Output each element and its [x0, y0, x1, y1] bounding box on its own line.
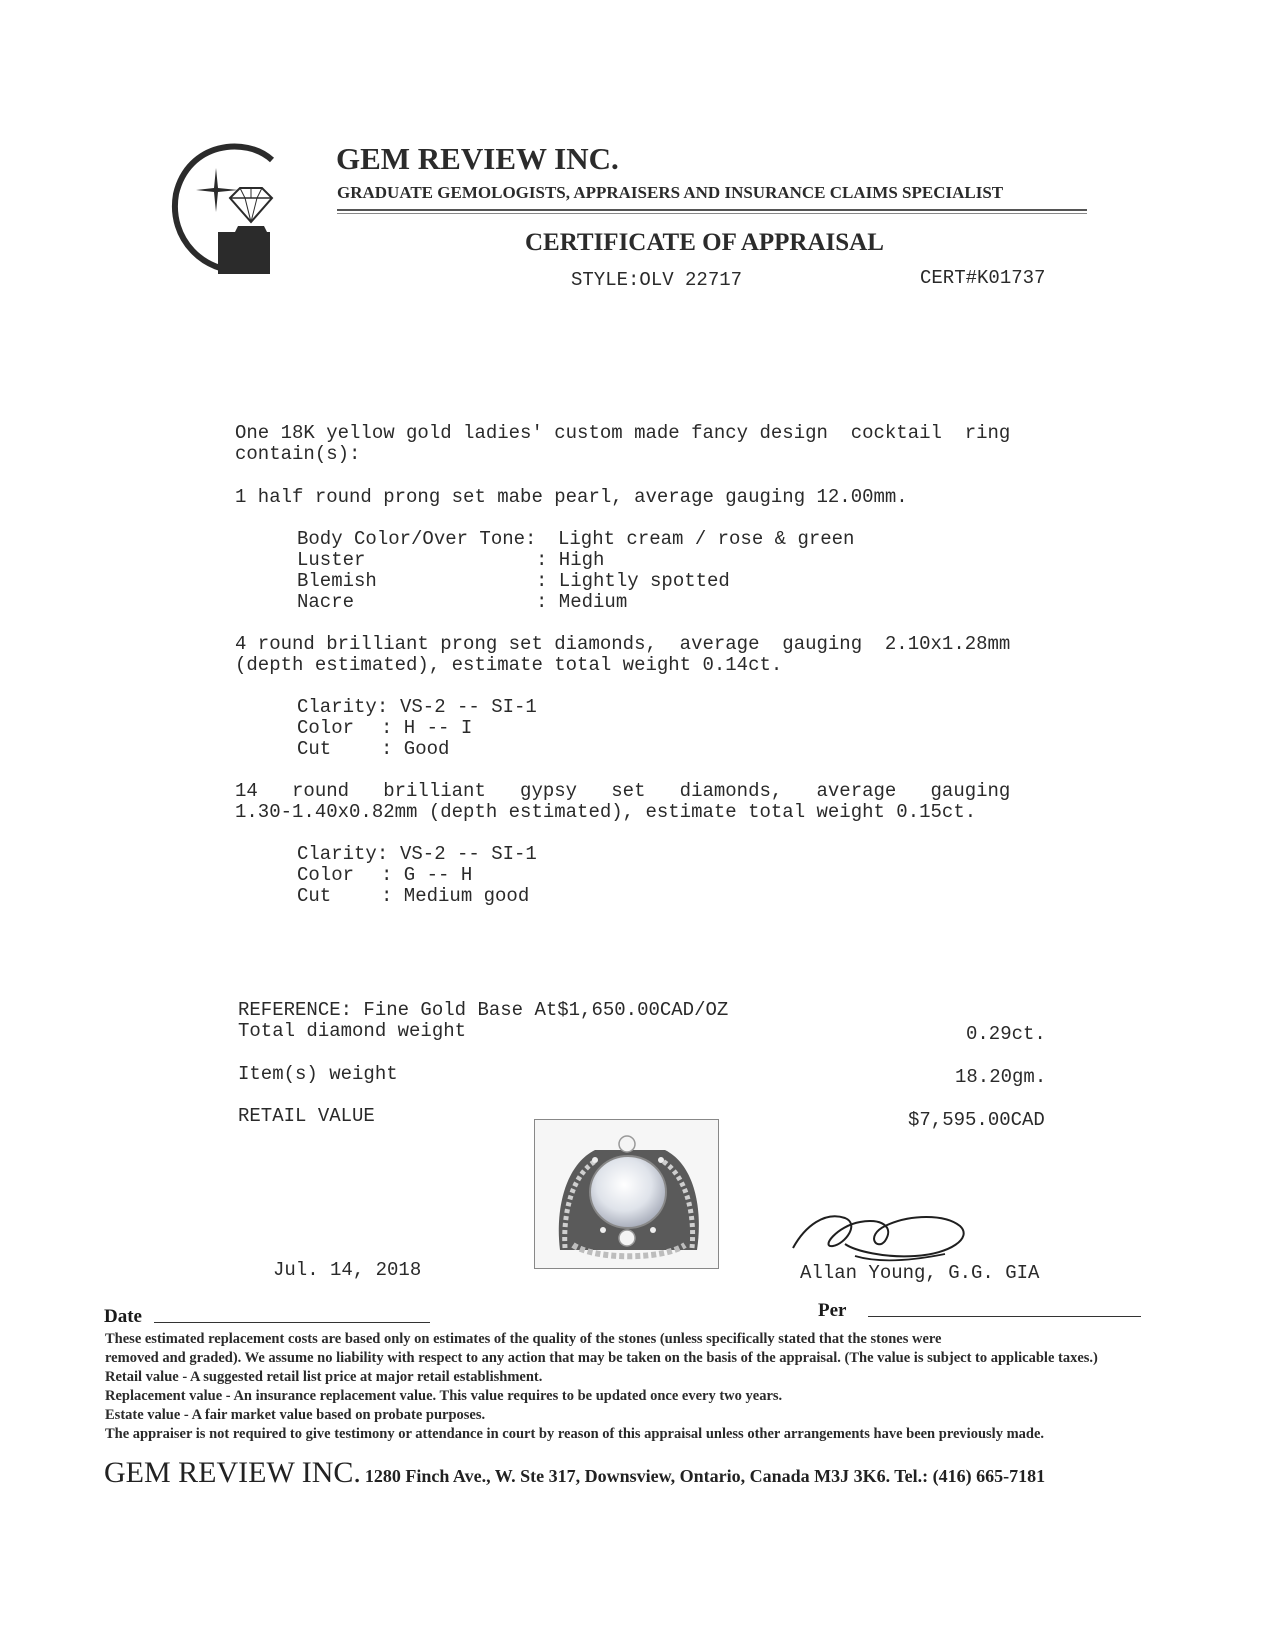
ring-photo — [534, 1119, 719, 1269]
per-label: Per — [818, 1300, 847, 1321]
certificate-number: CERT#K01737 — [920, 267, 1046, 289]
footer-company-name: GEM REVIEW INC. — [104, 1456, 361, 1489]
diamonds-1-line-2: (depth estimated), estimate total weight 0.14ct. — [235, 654, 783, 676]
diamonds-1-line-1: 4 round brilliant prong set diamonds, average gauging 2.10x1.28mm — [235, 633, 1011, 655]
pearl-blemish-label: Blemish — [297, 570, 377, 592]
item-weight-value: 18.20gm. — [955, 1066, 1047, 1088]
company-tagline: GRADUATE GEMOLOGISTS, APPRAISERS AND INSURANCE CLAIMS SPECIALIST — [337, 183, 1004, 202]
pearl-nacre-label: Nacre — [297, 591, 355, 613]
diamonds-2-clarity-value: VS-2 -- SI-1 — [400, 843, 537, 865]
style-number: STYLE:OLV 22717 — [571, 269, 743, 291]
item-intro-line-2: contain(s): — [235, 443, 361, 465]
footer — [104, 1456, 1045, 1490]
diamonds-1-clarity-value: VS-2 -- SI-1 — [400, 696, 537, 718]
disclaimer-line-4: Replacement value - An insurance replacement value. This value requires to be updated once every two years. — [105, 1388, 783, 1404]
date-label: Date — [104, 1306, 142, 1327]
appraiser-name: Allan Young, G.G. GIA — [800, 1262, 1040, 1284]
pearl-summary: 1 half round prong set mabe pearl, average gauging 12.00mm. — [235, 486, 908, 508]
diamonds-2-color-label: Color — [297, 864, 355, 886]
retail-value-label: RETAIL VALUE — [238, 1105, 375, 1127]
company-logo — [168, 142, 288, 282]
diamonds-2-line-2: 1.30-1.40x0.82mm (depth estimated), estimate total weight 0.15ct. — [235, 801, 977, 823]
pearl-blemish-value: : Lightly spotted — [536, 570, 730, 592]
reference-line: REFERENCE: Fine Gold Base At$1,650.00CAD/OZ — [238, 999, 729, 1021]
diamonds-1-cut-value: : Good — [381, 738, 450, 760]
total-diamond-weight-value: 0.29ct. — [966, 1023, 1046, 1045]
pearl-body-color-label: Body Color/Over Tone: — [297, 528, 537, 550]
pearl-body-color-value: Light cream / rose & green — [558, 528, 855, 550]
pearl-luster-value: : High — [536, 549, 605, 571]
appraisal-date: Jul. 14, 2018 — [273, 1259, 422, 1281]
header-divider — [337, 209, 1087, 214]
diamonds-1-color-value: : H -- I — [381, 717, 473, 739]
disclaimer-line-1: These estimated replacement costs are based only on estimates of the quality of the stones (unless specifically stated that the stones were — [105, 1331, 942, 1347]
diamonds-2-cut-label: Cut — [297, 885, 332, 907]
diamonds-1-clarity-label: Clarity: — [297, 696, 389, 718]
disclaimer-line-6: The appraiser is not required to give testimony or attendance in court by reason of this appraisal unless other arrangements have been previously made. — [105, 1426, 1045, 1442]
date-underline — [154, 1322, 430, 1323]
disclaimer-line-5: Estate value - A fair market value based on probate purposes. — [105, 1407, 486, 1423]
retail-value-amount: $7,595.00CAD — [908, 1109, 1045, 1131]
diamonds-2-cut-value: : Medium good — [381, 885, 530, 907]
diamonds-2-line-1: 14 round brilliant gypsy set diamonds, average gauging — [235, 780, 1011, 802]
total-diamond-weight-label: Total diamond weight — [238, 1020, 467, 1042]
disclaimer-line-2: removed and graded). We assume no liability with respect to any action that may be taken on the basis of the appraisal. (The value is subject to applicable taxes.) — [105, 1350, 1098, 1366]
item-intro-line-1: One 18K yellow gold ladies' custom made fancy design cocktail ring — [235, 422, 1011, 444]
item-weight-label: Item(s) weight — [238, 1063, 398, 1085]
document-title: CERTIFICATE OF APPRAISAL — [525, 229, 884, 256]
company-name: GEM REVIEW INC. — [336, 141, 619, 176]
pearl-nacre-value: : Medium — [536, 591, 628, 613]
diamonds-2-color-value: : G -- H — [381, 864, 473, 886]
diamonds-2-clarity-label: Clarity: — [297, 843, 389, 865]
pearl-luster-label: Luster — [297, 549, 366, 571]
disclaimer-line-3: Retail value - A suggested retail list price at major retail establishment. — [105, 1369, 543, 1385]
diamonds-1-color-label: Color — [297, 717, 355, 739]
per-underline — [868, 1316, 1141, 1317]
footer-address: 1280 Finch Ave., W. Ste 317, Downsview, Ontario, Canada M3J 3K6. Tel.: (416) 665-7181 — [364, 1466, 1046, 1486]
diamonds-1-cut-label: Cut — [297, 738, 332, 760]
